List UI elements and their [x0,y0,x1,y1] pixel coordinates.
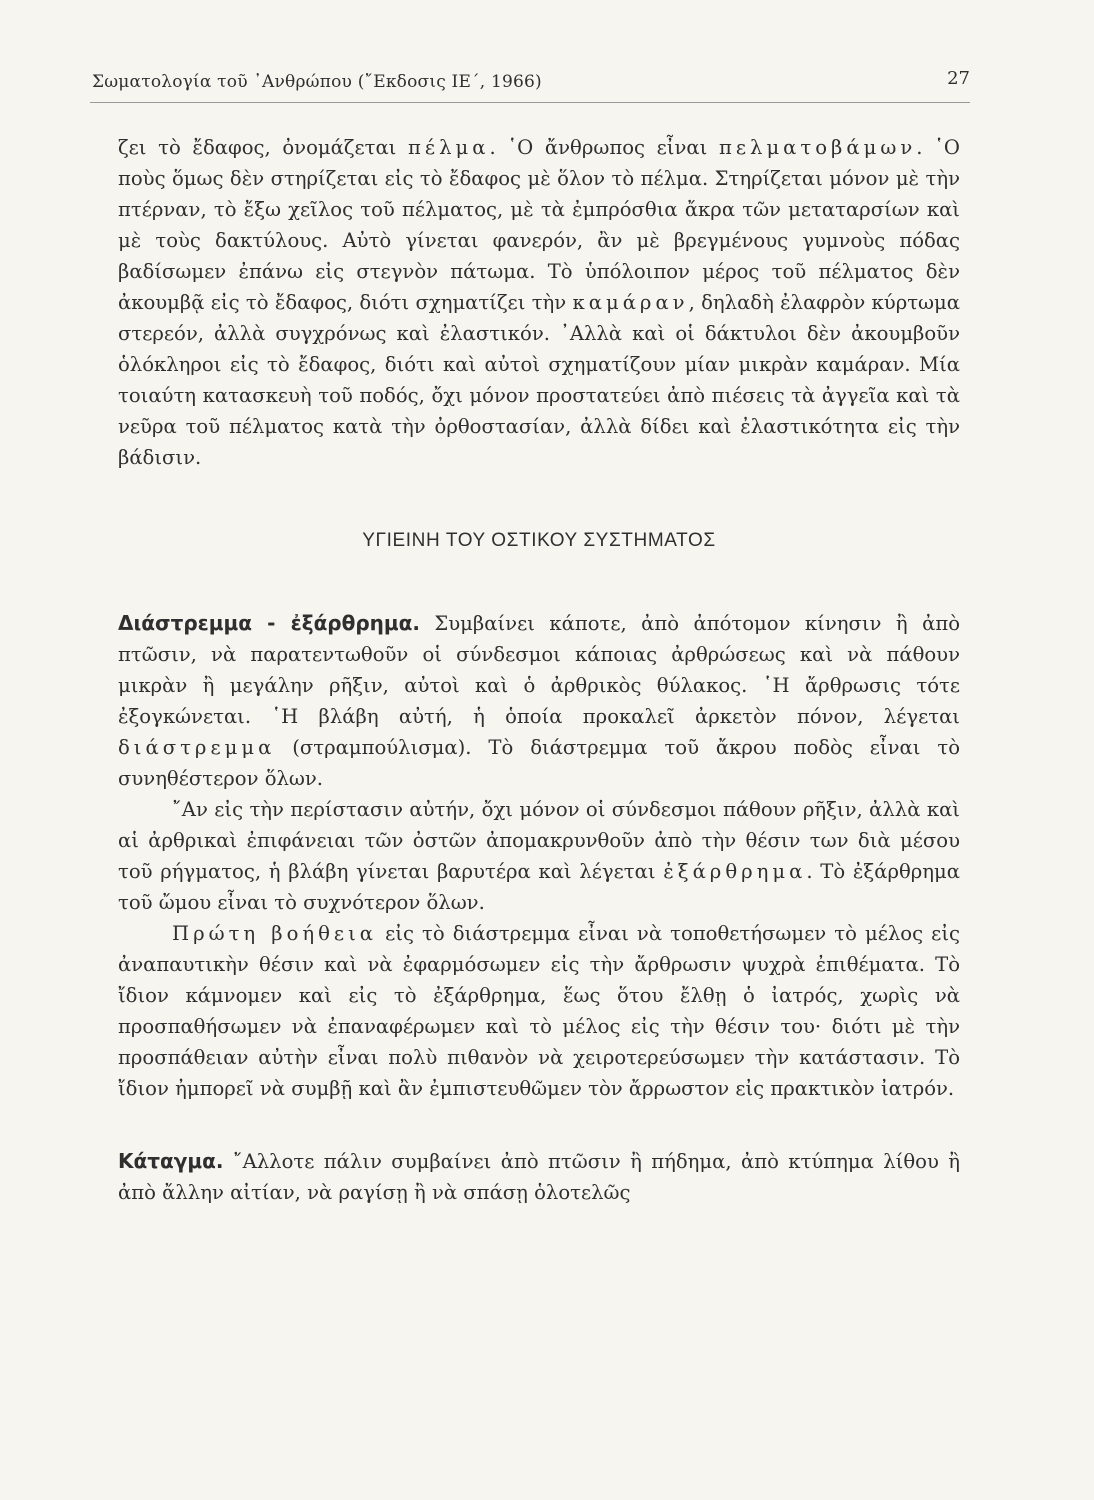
header-title: Σωματολογία τοῦ ᾿Ανθρώπου (῎Εκδοσις ΙΕ΄, 1966) [92,72,542,92]
fracture-heading: Κάταγμα. [118,1149,224,1173]
text-run: ῎Αν εἰς τὴν περίστασιν αὐτήν, ὄχι μόνον οἱ σύνδεσμοι πάθουν ρῆξιν, ἀλλὰ καὶ αἱ ἀρθρικαὶ ἐπιφάνειαι τῶν ὀστῶν ἀπομακρυνθοῦν ἀπὸ τὴν θέσιν των διὰ μέσου τοῦ ρήγματος, ἡ βλάβη γίνεται βαρυτέρα καὶ λέγεται [118,798,960,883]
text-run: ζει τὸ ἔδαφος, ὀνομάζεται [118,136,409,159]
text-run: εἰς τὸ διάστρεμμα εἶναι νὰ τοποθετήσωμεν τὸ μέλος εἰς ἀναπαυτικὴν θέσιν καὶ νὰ ἐφαρμόσωμεν εἰς τὴν ἄρθρωσιν ψυχρὰ ἐπιθέματα. Τὸ ἴδιον κάμνομεν καὶ εἰς τὸ ἐξάρθρημα, ἕως ὅτου ἔλθῃ ὁ ἰατρός, χωρὶς νὰ προσπαθήσωμεν νὰ ἐπαναφέρωμεν καὶ τὸ μέλος εἰς τὴν θέσιν του· διότι μὲ τὴν προσπάθειαν αὐτὴν εἶναι πολὺ πιθανὸν νὰ χειροτερεύσωμεν τὴν κατάστασιν. Τὸ ἴδιον ἠμπορεῖ νὰ συμβῇ καὶ ἂν ἐμπιστευθῶμεν τὸν ἄρρωστον εἰς πρακτικὸν ἰατρόν. [118,922,960,1100]
dislocation-paragraph [118,794,960,918]
spaced-term: πέλμα [408,136,490,159]
paragraph-gap [118,1104,960,1146]
text-run: . Τὸ ἐξάρθρημα τοῦ ὤμου εἶναι τὸ συχνότερον ὅλων. [118,860,960,914]
spaced-term: ἐξάρθρημα [663,860,807,883]
first-aid-paragraph [118,918,960,1104]
text-run: , δηλαδὴ ἐλαφρὸν κύρτωμα στερεόν, ἀλλὰ συγχρόνως καὶ ἐλαστικόν. ᾿Αλλὰ καὶ οἱ δάκτυλοι δὲν ἀκουμβοῦν ὁλόκληροι εἰς τὸ ἔδαφος, διότι καὶ αὐτοὶ σχηματίζουν μίαν μικρὰν καμάραν. Μία τοιαύτη κατασκευὴ τοῦ ποδός, ὄχι μόνον προστατεύει ἀπὸ πιέσεις τὰ ἀγγεῖα καὶ τὰ νεῦρα τοῦ πέλματος κατὰ τὴν ὀρθοστασίαν, ἀλλὰ δίδει καὶ ἐλαστικότητα εἰς τὴν βάδισιν. [118,291,961,469]
page-number: 27 [947,68,970,89]
body-text [118,132,960,1208]
text-run: Συμβαίνει κάποτε, ἀπὸ ἀπότομον κίνησιν ἢ ἀπὸ πτῶσιν, νὰ παρατεντωθοῦν οἱ σύνδεσμοι κάποιας ἀρθρώσεως καὶ νὰ πάθουν μικρὰν ἢ μεγάλην ρῆξιν, αὐτοὶ καὶ ὁ ἀρθρικὸς θύλακος. ῾Η ἄρθρωσις τότε ἐξογκώνεται. ῾Η βλάβη αὐτή, ἡ ὁποία προκαλεῖ ἀρκετὸν πόνον, λέγεται [118,612,960,728]
text-run: (στραμπούλισμα). Τὸ διάστρεμμα τοῦ ἄκρου ποδὸς εἶναι τὸ συνηθέστερον ὅλων. [118,736,960,790]
spaced-term: πελματοβάμων [719,136,917,159]
running-header [90,66,970,103]
sprain-paragraph [118,608,960,794]
fracture-paragraph [118,1146,960,1208]
spaced-term: Πρώτη βοήθεια [172,922,377,945]
text-run: . ῾Ο ἄνθρωπος εἶναι [489,136,719,159]
spaced-term: καμάραν [572,291,689,314]
text-run: . ῾Ο ποὺς ὅμως δὲν στηρίζεται εἰς τὸ ἔδαφος μὲ ὅλον τὸ πέλμα. Στηρίζεται μόνον μὲ τὴν πτέρναν, τὸ ἔξω χεῖλος τοῦ πέλματος, μὲ τὰ ἐμπρόσθια ἄκρα τῶν μεταταρσίων καὶ μὲ τοὺς δακτύλους. Αὐτὸ γίνεται φανερόν, ἂν μὲ βρεγμένους γυμνοὺς πόδας βαδίσωμεν ἐπάνω εἰς στεγνὸν πάτωμα. Τὸ ὑπόλοιπον μέρος τοῦ πέλματος δὲν ἀκουμβᾷ εἰς τὸ ἔδαφος, διότι σχηματίζει τὴν [118,136,960,314]
sprain-heading: Διάστρεμμα - ἐξάρθρημα. [118,611,420,635]
intro-paragraph [118,132,960,473]
text-run: ῎Αλλοτε πάλιν συμβαίνει ἀπὸ πτῶσιν ἢ πήδημα, ἀπὸ κτύπημα λίθου ἢ ἀπὸ ἄλλην αἰτίαν, νὰ ραγίσῃ ἢ νὰ σπάσῃ ὁλοτελῶς [118,1150,960,1204]
spaced-term: διάστρεμμα [118,736,276,759]
section-heading: ΥΓΙΕΙΝΗ ΤΟΥ ΟΣΤΙΚΟΥ ΣΥΣΤΗΜΑΤΟΣ [362,530,716,551]
